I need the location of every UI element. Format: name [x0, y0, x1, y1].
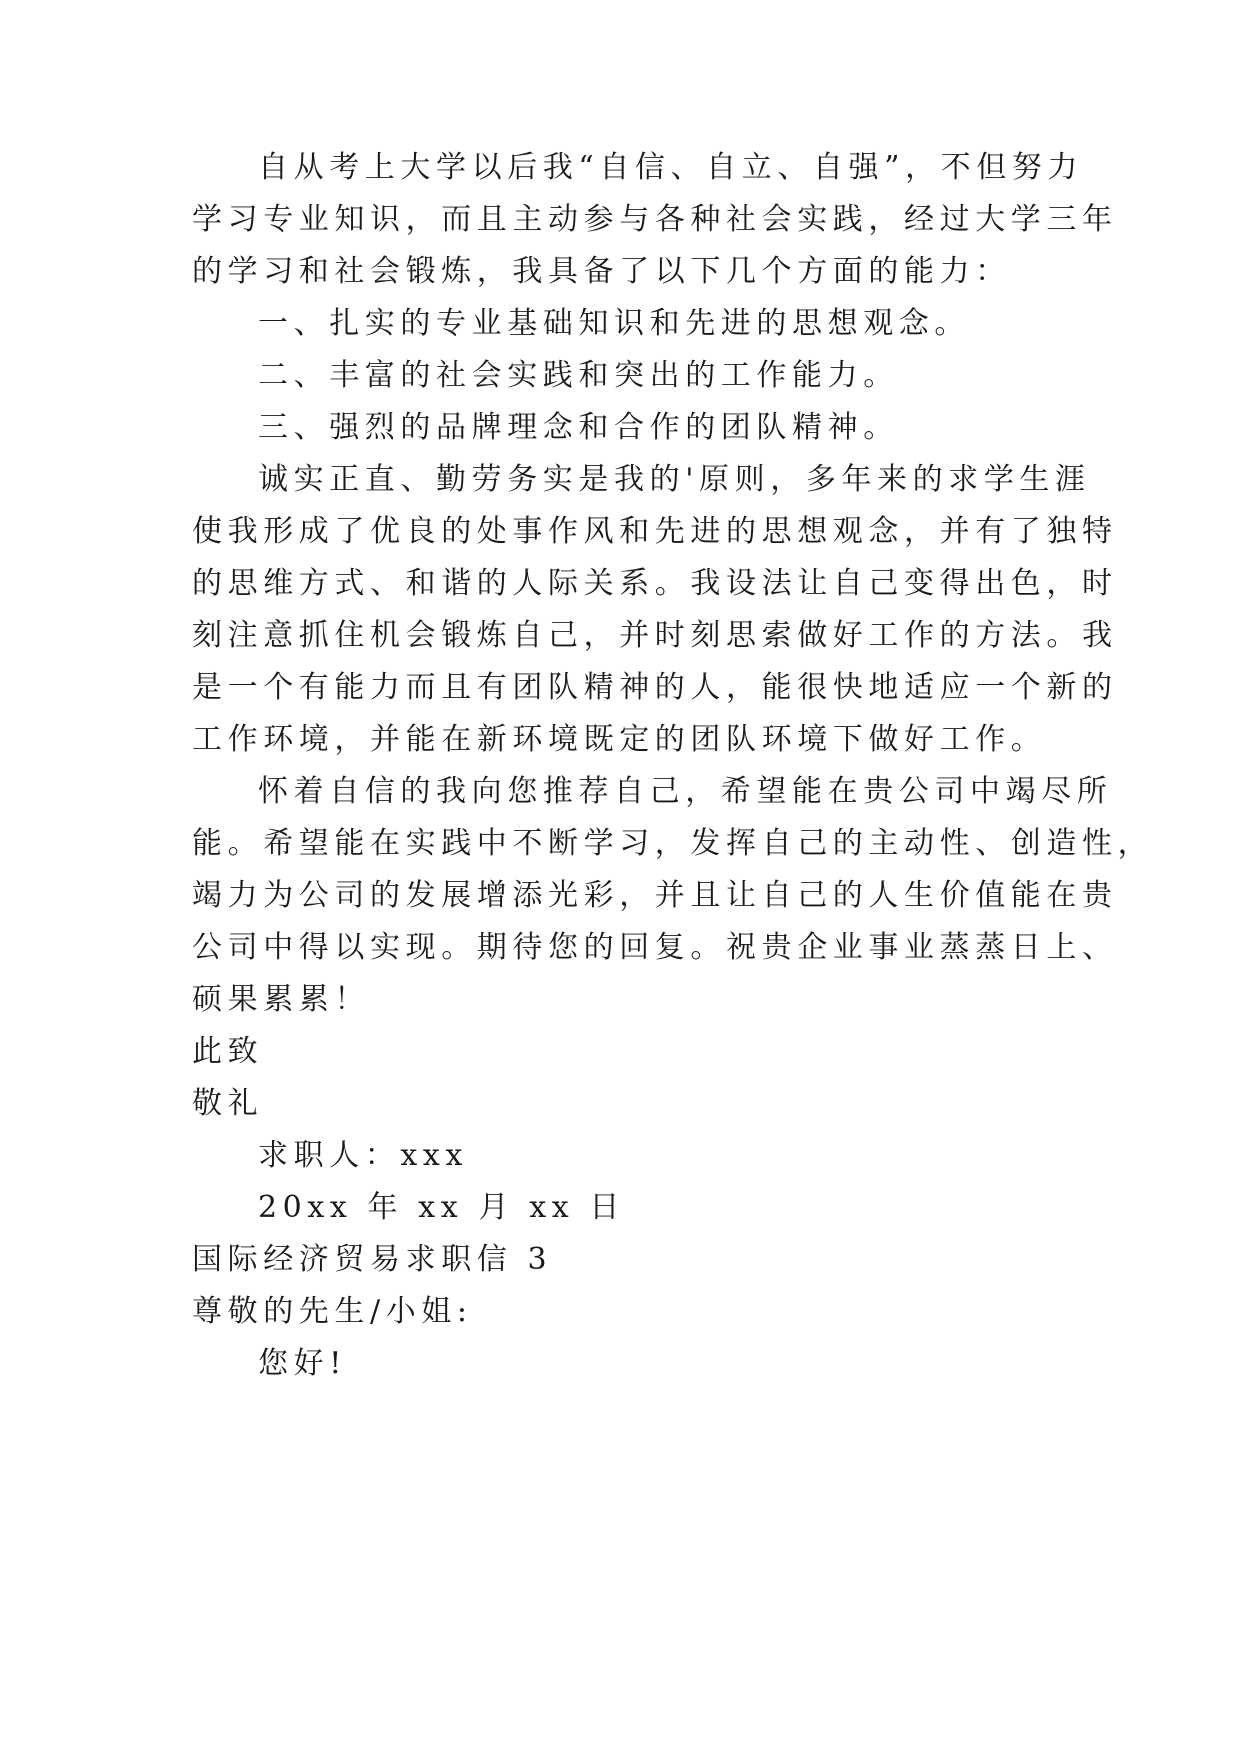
next-letter-hello: 您好!	[258, 1346, 347, 1381]
paragraph-6-line-2: 能。希望能在实践中不断学习，发挥自己的主动性、创造性，	[192, 826, 1154, 861]
ability-item-1: 一、扎实的专业基础知识和先进的思想观念。	[258, 306, 970, 341]
paragraph-5-line-3: 的思维方式、和谐的人际关系。我设法让自己变得出色，时	[192, 566, 1118, 601]
paragraph-6-line-4: 公司中得以实现。期待您的回复。祝贵企业事业蒸蒸日上、	[192, 930, 1118, 965]
paragraph-1-line-3: 的学习和社会锻炼，我具备了以下几个方面的能力：	[192, 254, 1011, 289]
paragraph-5-line-2: 使我形成了优良的处事作风和先进的思想观念，并有了独特	[192, 514, 1118, 549]
date-line: 20xx 年 xx 月 xx 日	[258, 1190, 625, 1225]
next-letter-greeting: 尊敬的先生/小姐:	[192, 1294, 473, 1329]
paragraph-6-line-3: 竭力为公司的发展增添光彩，并且让自己的人生价值能在贵	[192, 878, 1118, 913]
paragraph-1-line-1: 自从考上大学以后我“自信、自立、自强”，不但努力	[258, 150, 1084, 185]
closing-salutation-1: 此致	[192, 1034, 264, 1069]
next-letter-title: 国际经济贸易求职信 3	[192, 1242, 553, 1277]
closing-salutation-2: 敬礼	[192, 1086, 264, 1121]
ability-item-2: 二、丰富的社会实践和突出的工作能力。	[258, 358, 899, 393]
paragraph-5-line-1: 诚实正直、勤劳务实是我的'原则，多年来的求学生涯	[258, 462, 1091, 497]
paragraph-1-line-2: 学习专业知识，而且主动参与各种社会实践，经过大学三年	[192, 202, 1118, 237]
paragraph-5-line-4: 刻注意抓住机会锻炼自己，并时刻思索做好工作的方法。我	[192, 618, 1118, 653]
paragraph-6-line-1: 怀着自信的我向您推荐自己，希望能在贵公司中竭尽所	[258, 774, 1113, 809]
ability-item-3: 三、强烈的品牌理念和合作的团队精神。	[258, 410, 899, 445]
paragraph-6-line-5: 硕果累累！	[192, 982, 370, 1017]
paragraph-5-line-5: 是一个有能力而且有团队精神的人，能很快地适应一个新的	[192, 670, 1118, 705]
paragraph-5-line-6: 工作环境，并能在新环境既定的团队环境下做好工作。	[192, 722, 1047, 757]
applicant-line: 求职人：xxx	[258, 1138, 468, 1173]
